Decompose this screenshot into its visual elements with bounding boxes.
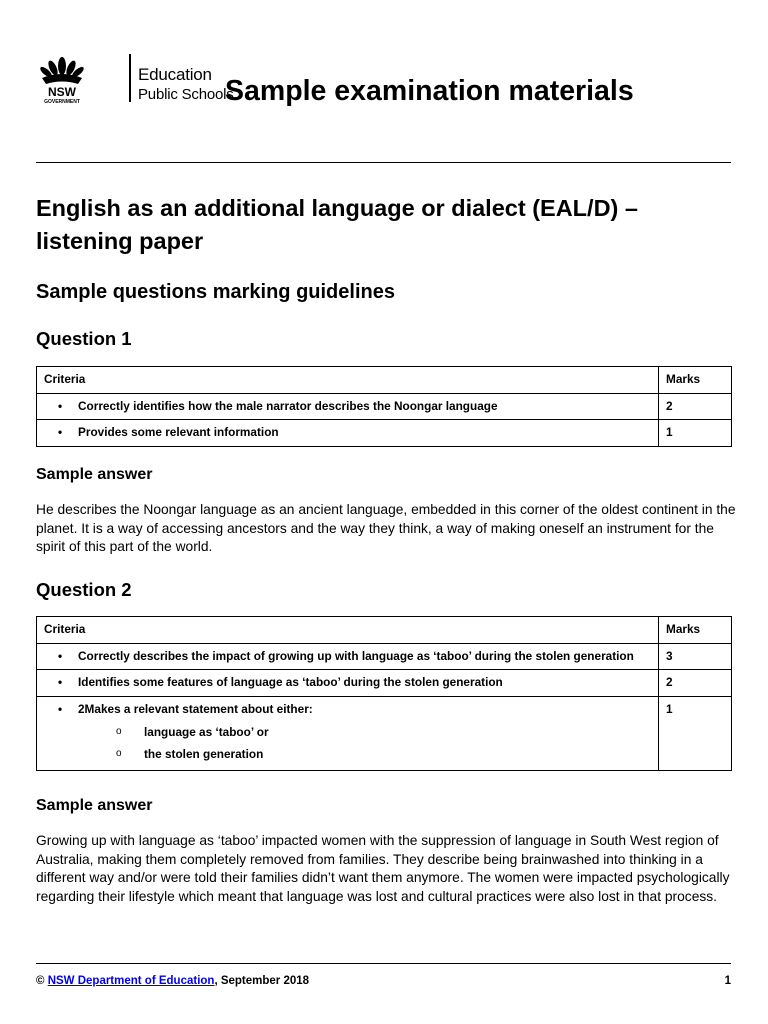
marks-cell: 2 [659, 393, 732, 420]
question-2-heading: Question 2 [36, 579, 132, 600]
circle-bullet-icon: o [116, 726, 122, 737]
table-row [37, 393, 732, 420]
marks-header: Marks [659, 617, 732, 644]
footer [36, 975, 731, 987]
question-1-criteria-table [36, 366, 732, 447]
marks-header: Marks [659, 367, 732, 394]
table-row [37, 643, 732, 670]
sample-answer-2-text: Growing up with language as ‘taboo’ impacted women with the suppression of language in South West region of Australia, making them completely removed from families. They describe being brainwashed into thinking in a different way and/or were told their families didn’t want them anymore. The women were impacted psychologically regarding their lifestyle which meant that language was lost and cultural practices were also lost in that process. [36, 833, 730, 904]
nsw-department-link[interactable]: NSW Department of Education [47, 975, 215, 987]
table-header-row [37, 367, 732, 394]
criteria-cell: • Correctly describes the impact of growing up with language as ‘taboo’ during the stolen generation [37, 643, 659, 670]
sample-answer-1-heading: Sample answer [36, 466, 153, 483]
bullet-icon: • [58, 701, 63, 716]
criteria-cell: • 2Makes a relevant statement about either: o language as ‘taboo’ or o the stolen generation [37, 696, 659, 771]
waratah-logo-icon [36, 52, 88, 104]
criteria-header: Criteria [37, 617, 659, 644]
document-title: Sample examination materials [225, 75, 634, 107]
svg-text:NSW: NSW [48, 85, 76, 99]
table-row [37, 696, 732, 771]
marks-cell: 3 [659, 643, 732, 670]
question-1-heading: Question 1 [36, 328, 132, 349]
sub-criteria-list [44, 721, 651, 765]
criteria-cell: • Correctly identifies how the male narrator describes the Noongar language [37, 393, 659, 420]
marks-cell: 1 [659, 420, 732, 447]
footer-rule [36, 963, 731, 964]
bullet-icon: • [58, 425, 63, 439]
marks-cell: 2 [659, 670, 732, 697]
marks-cell: 1 [659, 696, 732, 771]
criteria-cell: • Provides some relevant information [37, 420, 659, 447]
table-row [37, 670, 732, 697]
bullet-icon: • [58, 648, 63, 663]
circle-bullet-icon: o [116, 748, 122, 759]
table-row [37, 420, 732, 447]
list-item: o language as ‘taboo’ or [44, 721, 651, 743]
sample-answer-1-text: He describes the Noongar language as an ancient language, embedded in this corner of the oldest continent in the planet. It is a way of accessing ancestors and the way they think, a way of making oneself an instrument for the spirit of this part of the world. [36, 502, 736, 554]
sample-answer-2-heading: Sample answer [36, 797, 153, 814]
criteria-cell: • Identifies some features of language as ‘taboo’ during the stolen generation [37, 670, 659, 697]
logo-public-schools-text: Public Schools [138, 86, 234, 103]
bullet-icon: • [58, 398, 63, 413]
bullet-icon: • [58, 675, 63, 689]
header-rule [36, 162, 731, 163]
svg-text:GOVERNMENT: GOVERNMENT [44, 99, 80, 104]
logo-education-text: Education [138, 65, 212, 84]
footer-date: , September 2018 [214, 975, 310, 987]
page-number: 1 [724, 975, 731, 987]
question-2-criteria-table [36, 616, 732, 771]
table-header-row [37, 617, 732, 644]
copyright-symbol: © [36, 975, 45, 987]
list-item: o the stolen generation [44, 743, 651, 765]
main-title: English as an additional language or dialect (EAL/D) – listening paper [36, 195, 638, 254]
criteria-header: Criteria [37, 367, 659, 394]
subtitle: Sample questions marking guidelines [36, 281, 395, 303]
